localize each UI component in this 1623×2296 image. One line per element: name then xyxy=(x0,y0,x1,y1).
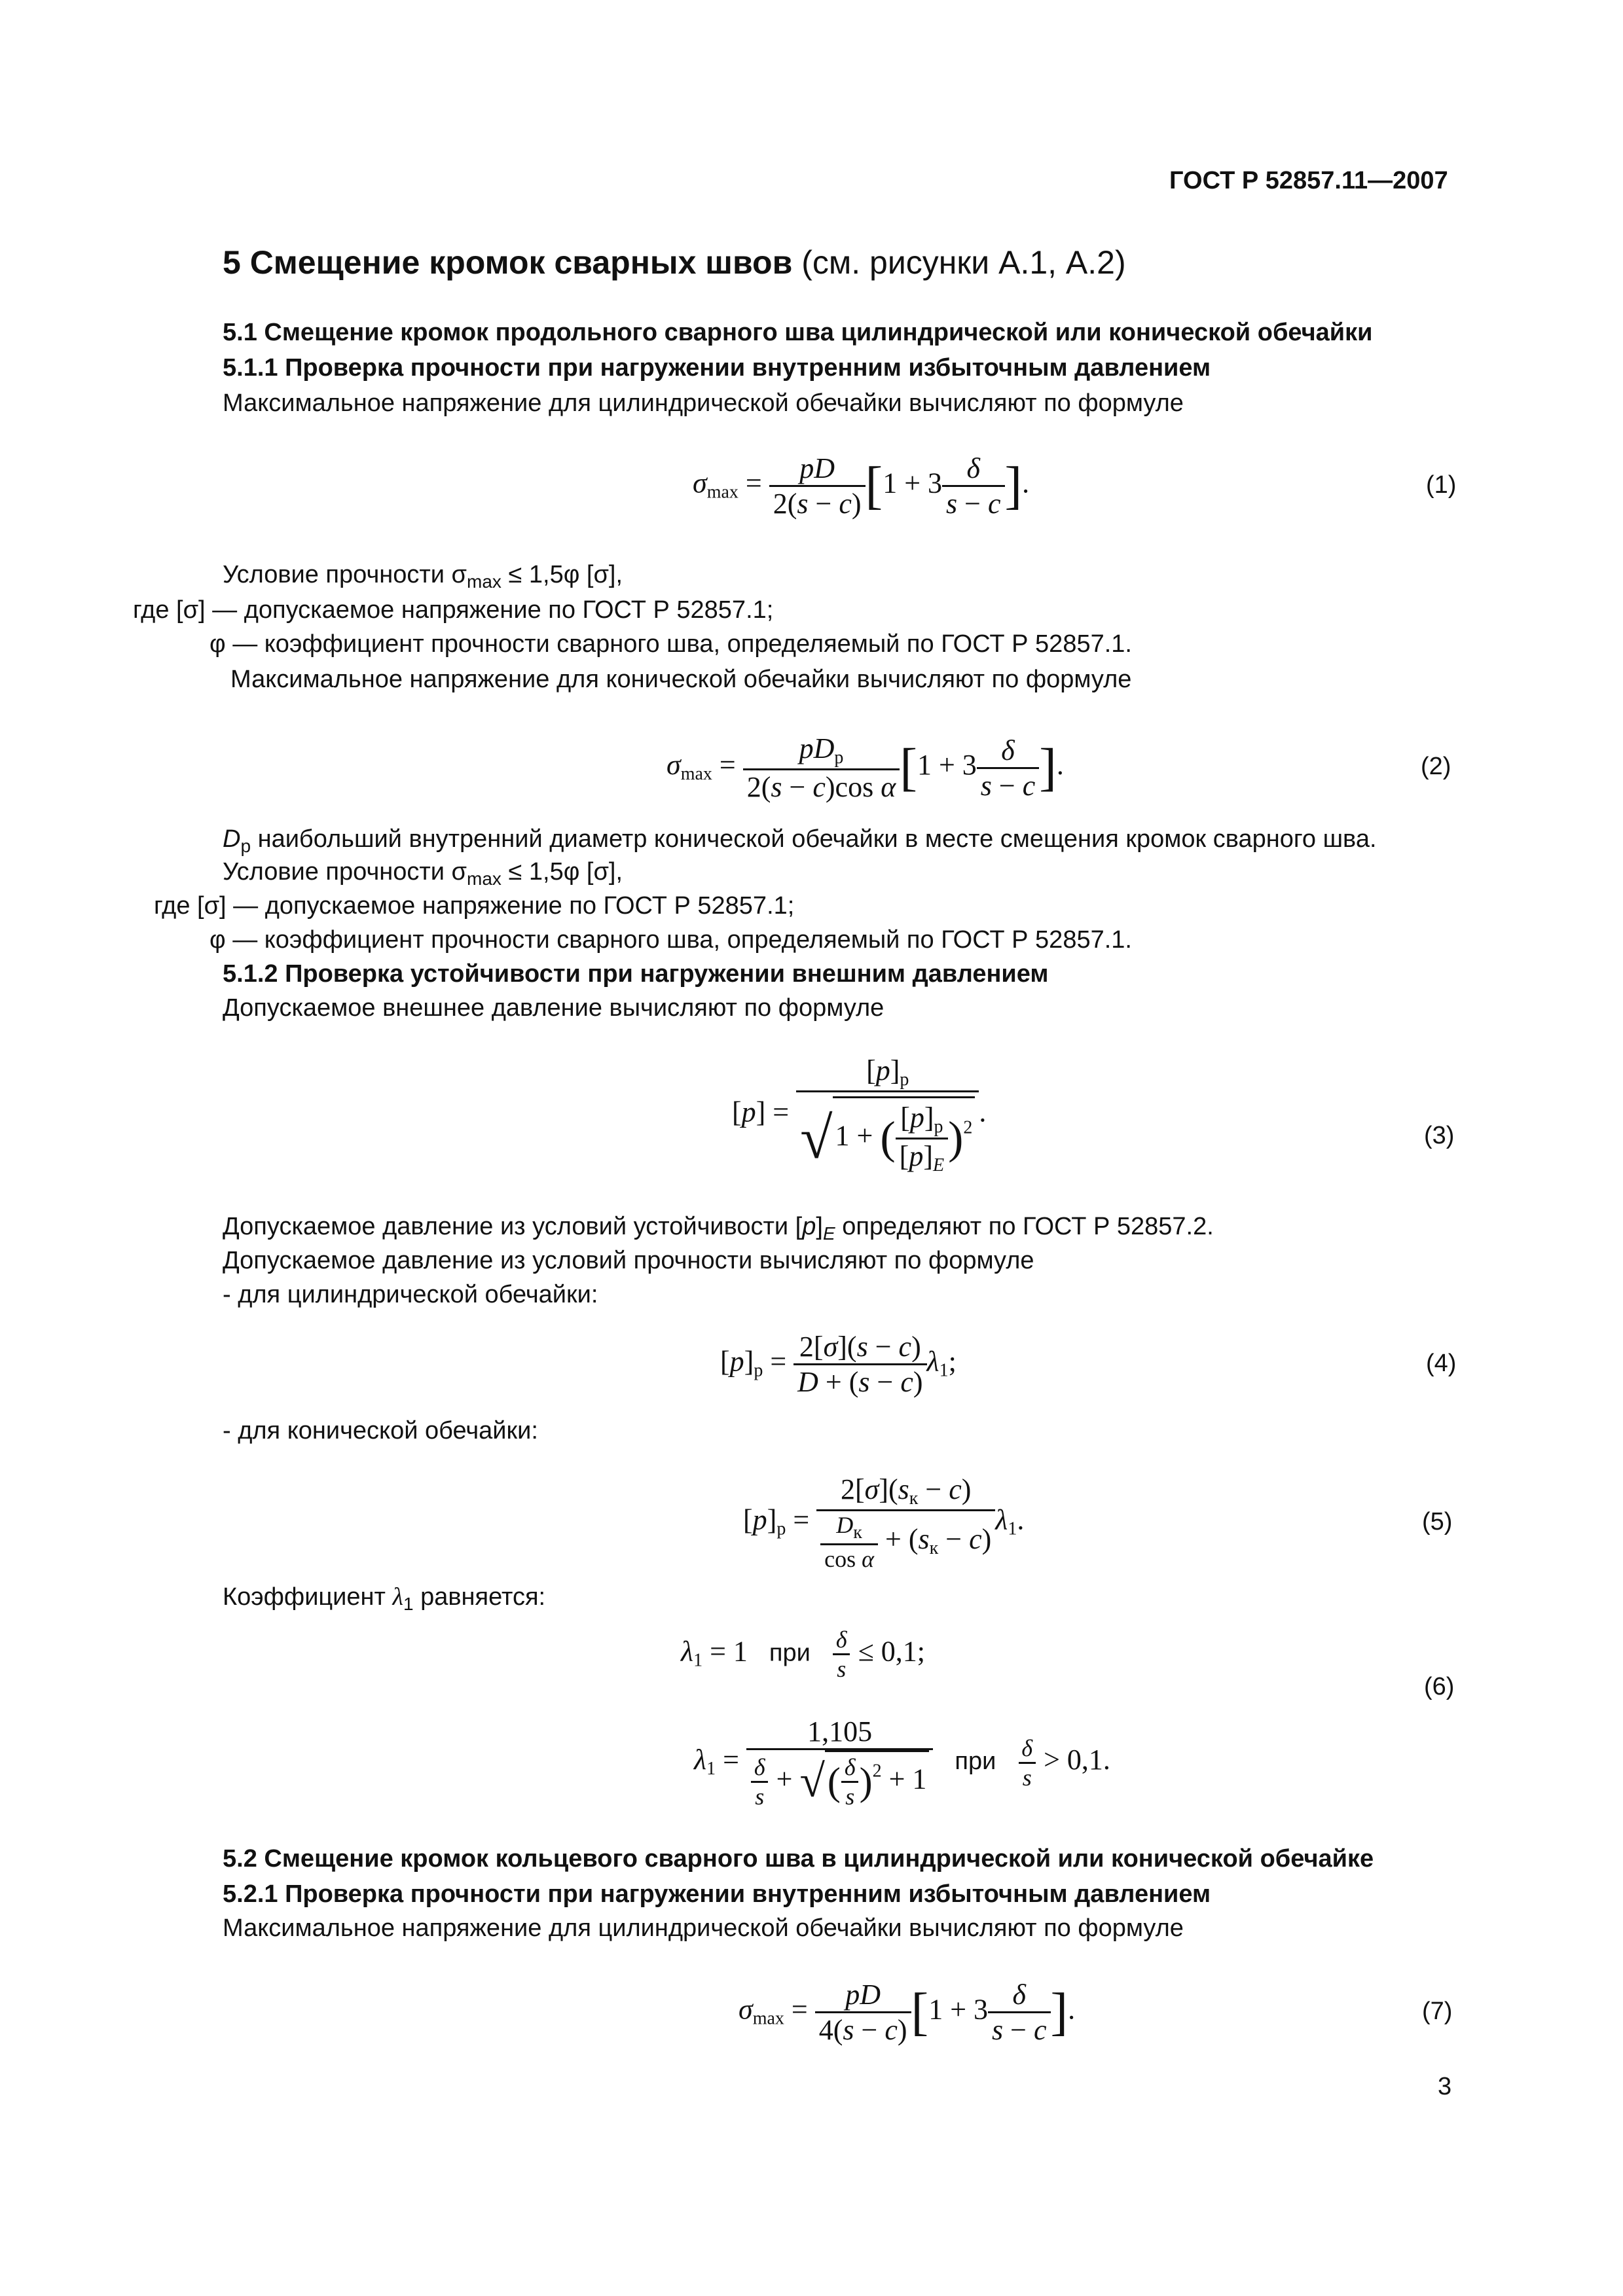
heading-5-2-1: 5.2.1 Проверка прочности при нагружении внутренним избыточным давлением xyxy=(223,1880,1211,1908)
when-label-1: при xyxy=(769,1639,811,1667)
heading-5-1-2: 5.1.2 Проверка устойчивости при нагружении внешним давлением xyxy=(223,960,1049,988)
condition-1-label: Условие прочности σ xyxy=(223,561,467,588)
dp-definition xyxy=(223,825,1377,861)
pe-text: Допускаемое давление из условий устойчивости $[p]_E$ определяют по ГОСТ Р 52857.2. xyxy=(223,1213,1214,1244)
phi-definition-2: φ — коэффициент прочности сварного шва, определяемый по ГОСТ Р 52857.1. xyxy=(210,926,1132,954)
heading-5-1-1: 5.1.1 Проверка прочности при нагружении внутренним избыточным давлением xyxy=(223,354,1211,382)
intro-cylinder-text-2: Максимальное напряжение для цилиндрической обечайки вычисляют по формуле xyxy=(223,1914,1184,1942)
dp-text: наибольший внутренний диаметр конической обечайки в месте смещения кромок сварного шва. xyxy=(251,825,1377,853)
standard-header: ГОСТ Р 52857.11—2007 xyxy=(1169,167,1448,194)
equation-number-4: (4) xyxy=(1426,1350,1457,1377)
where-sigma-2: где [σ] — допускаемое напряжение по ГОСТ Р 52857.1; xyxy=(154,892,795,920)
equation-number-7: (7) xyxy=(1422,1998,1453,2025)
pe-text-c: определяют по ГОСТ Р 52857.2. xyxy=(835,1213,1214,1240)
condition-1-sub: max xyxy=(467,571,501,592)
equation-6-case-2: $\lambda_1$ = 1,105 $\frac{\delta}{s}$ + √( $\frac{\delta}{s}$ )$^2$ + 1 при $\frac{\delta}{s}$ > 0,1. xyxy=(694,1715,1110,1810)
equation-3: [p] = $[p]_р$ √1 + ( $\frac{[p]_р}{[p]_E}$ )$^2$ . xyxy=(732,1054,987,1175)
when-label-2: при xyxy=(955,1748,996,1776)
heading-5-1: 5.1 Смещение кромок продольного сварного шва цилиндрической или конической обечайки xyxy=(223,319,1373,346)
lambda-intro: Коэффициент $\lambda_1$ равняется: xyxy=(223,1583,546,1614)
equation-7: $\sigma_{max}$ = $\frac{pD}{4(s - c)}$ [1 + 3 $\frac{\delta}{s - c}$ ]. xyxy=(739,1979,1076,2046)
pe-text-a: Допускаемое давление из условий устойчивости [ xyxy=(223,1213,803,1240)
intro-conical-text: Максимальное напряжение для конической обечайки вычисляют по формуле xyxy=(230,666,1132,693)
condition-2 xyxy=(223,857,623,893)
section-title-ref: (см. рисунки А.1, А.2) xyxy=(792,244,1126,281)
pp-text: Допускаемое давление из условий прочности вычисляют по формуле xyxy=(223,1247,1034,1274)
equation-2: $\sigma_{max}$ = $\frac{pD_р}{\text{2(s − c)cos α}}$ [1 + 3 $\frac{\delta}{s - c}$ ]. xyxy=(666,732,1064,803)
intro-external-text: Допускаемое внешнее давление вычисляют по формуле xyxy=(223,994,884,1022)
where-sigma-1: где [σ] — допускаемое напряжение по ГОСТ Р 52857.1; xyxy=(133,596,774,624)
equation-number-3: (3) xyxy=(1424,1122,1455,1149)
condition-1 xyxy=(223,560,623,596)
equation-4: $[p]_р$ = $\frac{2[\sigma](s - c)}{D + (s - c)}$ $\lambda_1$; xyxy=(720,1331,957,1398)
intro-cylinder-text: Максимальное напряжение для цилиндрической обечайки вычисляют по формуле xyxy=(223,389,1184,417)
equation-5: $[p]_р$ = $2[\sigma](s_к - c)$ $\frac{D_к}{\text{cos α}}$ + $(s_к - c)$ $\lambda_1$. xyxy=(743,1473,1025,1572)
condition-1-tail: ≤ 1,5φ [σ], xyxy=(501,561,623,588)
lambda-intro-a: Коэффициент xyxy=(223,1583,393,1611)
section-title xyxy=(223,243,1126,281)
pe-text-b: ] xyxy=(816,1213,823,1240)
section-title-bold: 5 Смещение кромок сварных швов xyxy=(223,244,793,281)
phi-definition-1: φ — коэффициент прочности сварного шва, определяемый по ГОСТ Р 52857.1. xyxy=(210,630,1132,658)
equation-number-6: (6) xyxy=(1424,1673,1455,1700)
equation-number-2: (2) xyxy=(1421,753,1451,780)
condition-2-label: Условие прочности σ xyxy=(223,858,467,886)
heading-5-2: 5.2 Смещение кромок кольцевого сварного шва в цилиндрической или конической обечайке xyxy=(223,1845,1374,1873)
equation-1: $\sigma_{max}$ = $\frac{pD}{2(s - c)}$ [1 + 3 $\frac{\delta}{s - c}$ ]. xyxy=(693,452,1030,520)
condition-2-tail: ≤ 1,5φ [σ], xyxy=(501,858,623,886)
dp-subscript: р xyxy=(240,836,251,856)
lambda-intro-b: равняется: xyxy=(413,1583,546,1611)
page-number: 3 xyxy=(1438,2073,1452,2100)
for-cylinder-label: - для цилиндрической обечайки: xyxy=(223,1281,598,1308)
for-conical-label: - для конической обечайки: xyxy=(223,1417,538,1444)
condition-2-sub: max xyxy=(467,869,501,889)
equation-6-case-1: $\lambda_1 = 1$ при $\frac{\delta}{s}$ ≤ 0,1; xyxy=(681,1626,925,1682)
equation-number-5: (5) xyxy=(1422,1508,1453,1535)
dp-symbol: D xyxy=(223,825,241,853)
equation-number-1: (1) xyxy=(1426,471,1457,499)
